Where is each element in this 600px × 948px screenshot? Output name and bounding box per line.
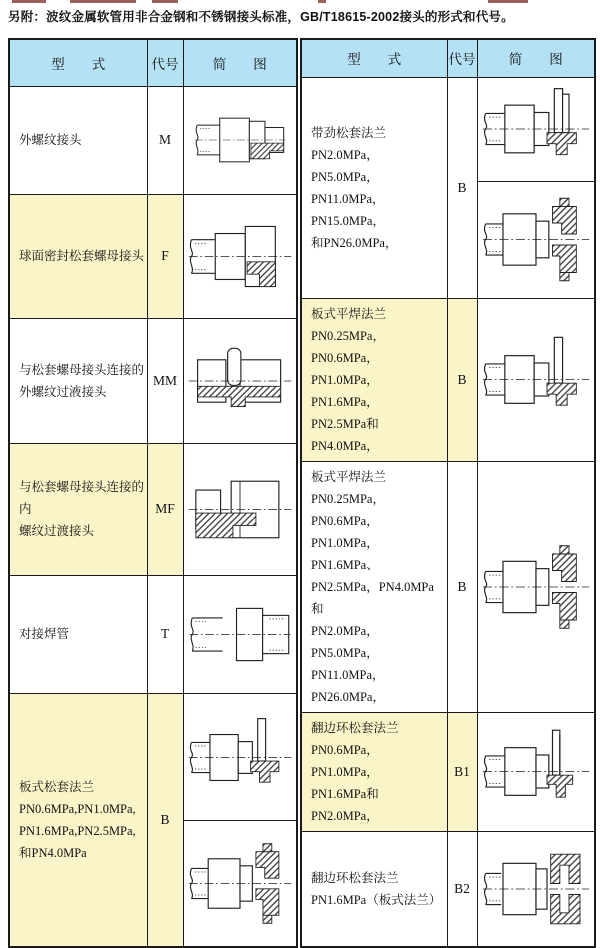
header-row bbox=[301, 39, 595, 77]
diagram-cell bbox=[183, 444, 297, 576]
type-cell bbox=[9, 444, 147, 576]
diagram-cell bbox=[477, 181, 595, 298]
scan-artifact bbox=[488, 0, 528, 3]
type-line: PN1.6MPa,PN2.5MPa, bbox=[19, 824, 136, 839]
type-cell bbox=[301, 712, 447, 831]
flat-weld-flange-full-diagram bbox=[481, 531, 591, 643]
type-cell bbox=[301, 298, 447, 461]
table-row bbox=[9, 194, 297, 318]
male-thread-fitting-diagram bbox=[187, 101, 293, 179]
type-line: PN2.0MPa，PN5.0MPa， bbox=[311, 147, 379, 184]
col-header-diagram: 简 图 bbox=[183, 39, 297, 87]
table-row bbox=[301, 298, 595, 461]
diagram-cell bbox=[183, 87, 297, 195]
lap-ring-loose-flange-diagram bbox=[481, 835, 591, 943]
type-line: PN0.25MPa，PN0.6MPa， bbox=[311, 328, 385, 365]
diagram-cell bbox=[183, 820, 297, 947]
code-cell: M bbox=[147, 87, 183, 195]
necked-loose-flange-upper-diagram bbox=[481, 81, 591, 177]
type-line: PN2.5MPa，PN4.0MPa和 bbox=[311, 579, 434, 616]
diagram-cell bbox=[183, 575, 297, 694]
plate-loose-flange-upper-diagram bbox=[187, 711, 293, 804]
type-line: 球面密封松套螺母接头 bbox=[19, 249, 145, 264]
diagram-cell bbox=[477, 298, 595, 461]
diagram-cell bbox=[477, 712, 595, 831]
type-cell bbox=[301, 831, 447, 947]
sphere-seal-nut-fitting-diagram bbox=[187, 211, 293, 302]
table-row bbox=[301, 831, 595, 947]
col-header-type: 型 式 bbox=[9, 39, 147, 87]
type-line: 板式平焊法兰 bbox=[311, 469, 387, 484]
type-cell bbox=[9, 575, 147, 694]
type-line: PN0.25MPa，PN0.6MPa， bbox=[311, 491, 385, 528]
butt-weld-pipe-diagram bbox=[187, 591, 293, 678]
scan-artifact bbox=[152, 0, 178, 3]
fittings-tables bbox=[8, 38, 596, 948]
flat-weld-flange-b-diagram bbox=[481, 325, 591, 434]
scan-artifact bbox=[12, 0, 46, 3]
page-title: 另附：波纹金属软管用非合金钢和不锈钢接头标准，GB/T18615-2002接头的形式和代号。 bbox=[8, 10, 514, 24]
code-cell: B bbox=[447, 461, 477, 712]
table-row bbox=[9, 87, 297, 195]
table-row bbox=[9, 575, 297, 694]
code-cell: B bbox=[447, 77, 477, 298]
type-line: 对接焊管 bbox=[19, 627, 70, 642]
type-line: 外螺纹接头 bbox=[19, 133, 82, 148]
scan-artifact bbox=[318, 0, 326, 3]
code-cell: T bbox=[147, 575, 183, 694]
type-line: 和PN4.0MPa bbox=[19, 846, 87, 861]
table-row bbox=[9, 318, 297, 443]
diagram-cell bbox=[477, 461, 595, 712]
type-cell bbox=[9, 318, 147, 443]
left-fittings-table bbox=[8, 38, 298, 948]
type-cell bbox=[9, 194, 147, 318]
necked-loose-flange-lower-diagram bbox=[481, 185, 591, 294]
type-line: 板式平焊法兰 bbox=[311, 306, 387, 321]
col-header-code: 代号 bbox=[147, 39, 183, 87]
table-row bbox=[9, 444, 297, 576]
diagram-cell bbox=[183, 318, 297, 443]
type-cell bbox=[9, 87, 147, 195]
code-cell: MM bbox=[147, 318, 183, 443]
type-line: PN11.0MPa，PN26.0MPa， bbox=[311, 667, 385, 704]
code-cell: F bbox=[147, 194, 183, 318]
code-cell: B1 bbox=[447, 712, 477, 831]
header-row bbox=[9, 39, 297, 87]
code-cell: MF bbox=[147, 444, 183, 576]
diagram-cell bbox=[183, 694, 297, 820]
type-line: PN11.0MPa，PN15.0MPa， bbox=[311, 191, 385, 228]
scan-artifact bbox=[70, 0, 136, 3]
type-cell bbox=[9, 694, 147, 947]
male-female-adapter-diagram bbox=[187, 461, 293, 558]
col-header-code: 代号 bbox=[447, 39, 477, 77]
code-cell: B bbox=[147, 694, 183, 947]
code-cell: B2 bbox=[447, 831, 477, 947]
type-line: 和PN26.0MPa， bbox=[311, 235, 398, 250]
type-line: PN2.5MPa和PN4.0MPa， bbox=[311, 416, 379, 453]
code-cell: B bbox=[447, 298, 477, 461]
right-fittings-table bbox=[300, 38, 596, 948]
col-header-type: 型 式 bbox=[301, 39, 447, 77]
plate-loose-flange-lower-diagram bbox=[187, 837, 293, 930]
type-line: PN0.6MPa,PN1.0MPa, bbox=[19, 802, 136, 817]
type-line: PN1.0MPa，PN1.6MPa、 bbox=[311, 535, 379, 572]
type-line: 翻边环松套法兰 bbox=[311, 720, 399, 735]
type-line: PN1.6MPa（板式法兰） bbox=[311, 892, 442, 907]
type-line: PN0.6MPa，PN1.0MPa， bbox=[311, 742, 379, 779]
type-line: PN1.6MPa和PN2.0MPa， bbox=[311, 786, 379, 823]
table-row bbox=[301, 461, 595, 712]
table-row bbox=[301, 77, 595, 181]
type-line: 外螺纹过液接头 bbox=[19, 384, 107, 399]
type-line: 螺纹过渡接头 bbox=[19, 524, 95, 539]
type-cell bbox=[301, 461, 447, 712]
type-line: 与松套螺母接头连接的 bbox=[19, 362, 145, 377]
table-row bbox=[9, 694, 297, 820]
type-line: 带劲松套法兰 bbox=[311, 125, 387, 140]
type-line: 板式松套法兰 bbox=[19, 780, 95, 795]
type-cell bbox=[301, 77, 447, 298]
type-line: 翻边环松套法兰 bbox=[311, 870, 399, 885]
flared-ring-loose-flange-diagram bbox=[481, 719, 591, 824]
col-header-diagram: 简 图 bbox=[477, 39, 595, 77]
diagram-cell bbox=[183, 194, 297, 318]
table-row bbox=[301, 712, 595, 831]
type-line: 与松套螺母接头连接的内 bbox=[19, 480, 145, 517]
type-line: PN1.0MPa，PN1.6MPa， bbox=[311, 372, 379, 409]
diagram-cell bbox=[477, 831, 595, 947]
male-male-adapter-diagram bbox=[187, 335, 293, 427]
type-line: PN2.0MPa，PN5.0MPa， bbox=[311, 623, 379, 660]
diagram-cell bbox=[477, 77, 595, 181]
